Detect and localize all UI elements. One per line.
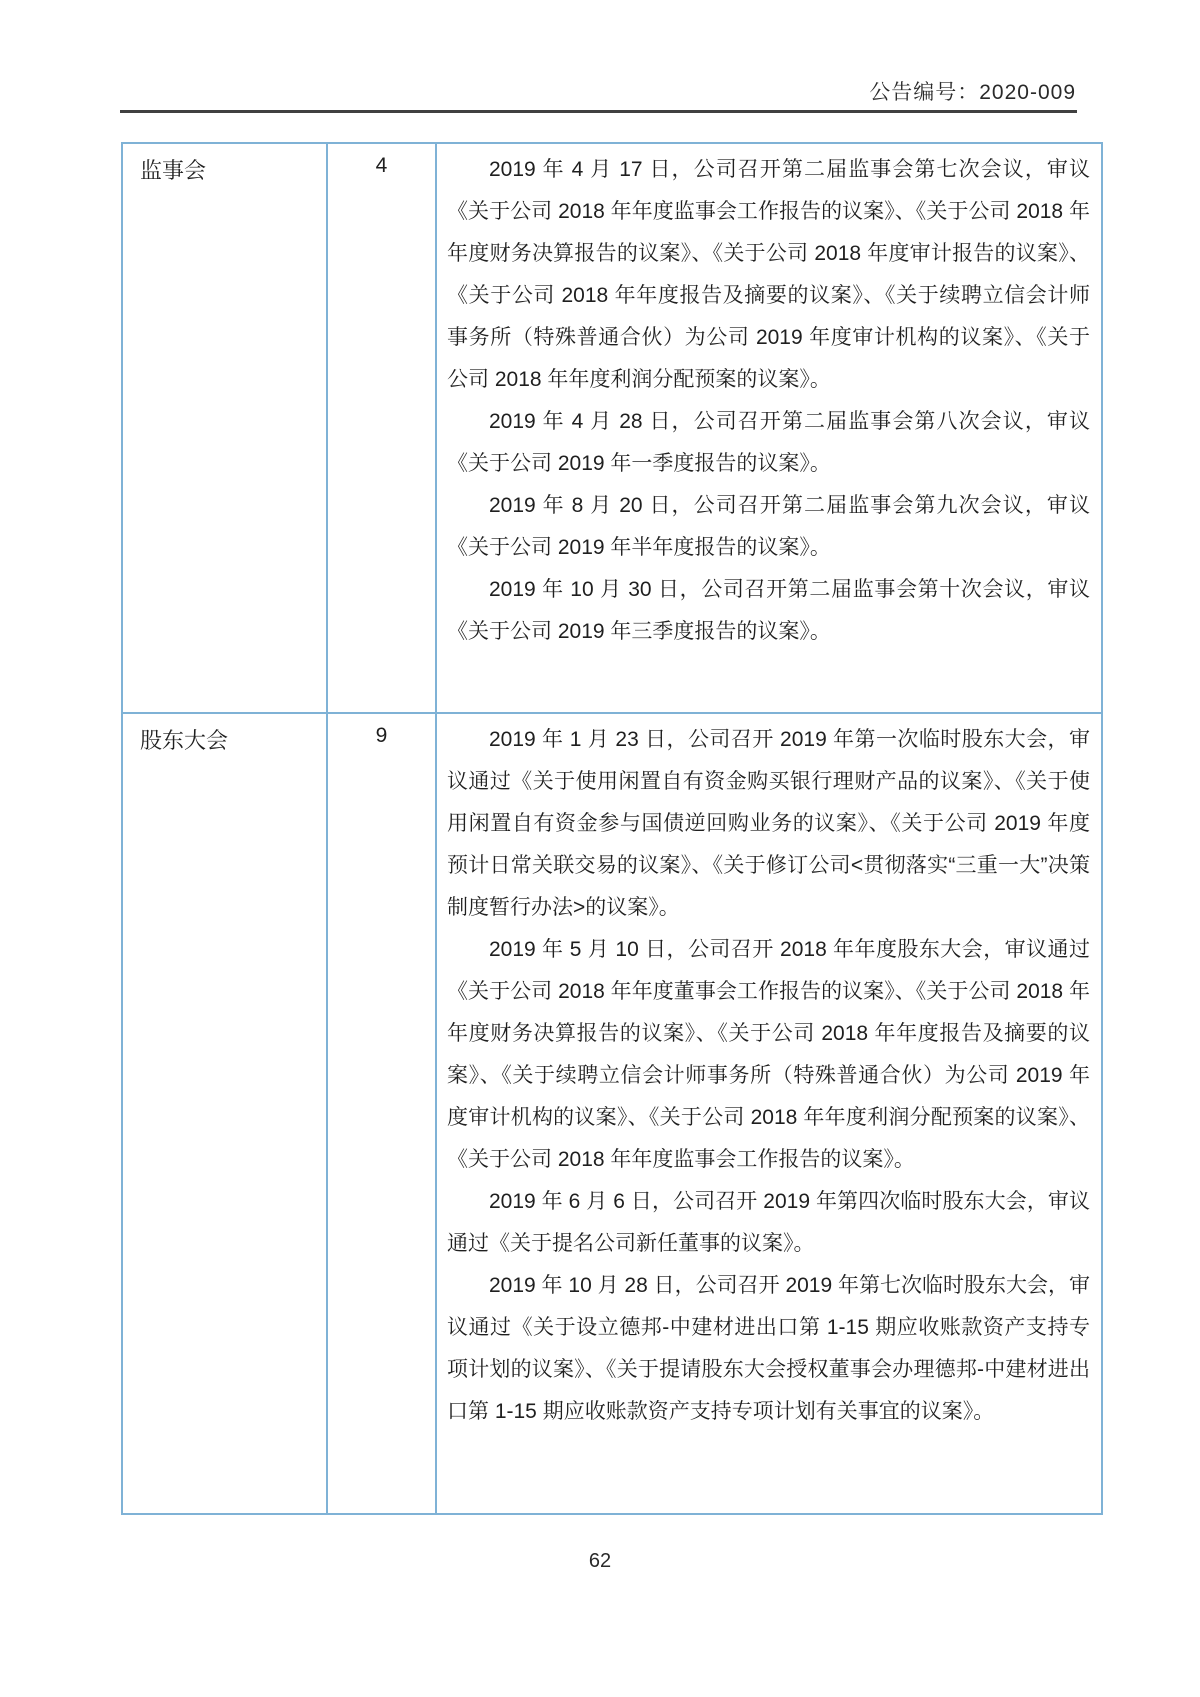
table-row — [122, 713, 1102, 1514]
meeting-detail-cell — [436, 143, 1102, 713]
meeting-count-cell: 4 — [327, 143, 436, 713]
meeting-paragraph: 2019 年 10 月 28 日，公司召开 2019 年第七次临时股东大会，审议通过《关于设立德邦-中建材进出口第 1-15 期应收账款资产支持专项计划的议案》、《关于提请股东大会授权董事会办理德邦-中建材进出口第 1-15 期应收账款资产支持专项计划有关事宜的议案》。 — [447, 1274, 1090, 1423]
meeting-detail-cell — [436, 713, 1102, 1514]
meeting-paragraph: 2019 年 1 月 23 日，公司召开 2019 年第一次临时股东大会，审议通过《关于使用闲置自有资金购买银行理财产品的议案》、《关于使用闲置自有资金参与国债逆回购业务的议案》、《关于公司 2019 年度预计日常关联交易的议案》、《关于修订公司<贯彻落实“三重一大”决策制度暂行办法>的议案》。 — [447, 728, 1090, 919]
meeting-paragraph: 2019 年 10 月 30 日，公司召开第二届监事会第十次会议，审议《关于公司 2019 年三季度报告的议案》。 — [447, 578, 1090, 643]
meeting-paragraph: 2019 年 5 月 10 日，公司召开 2018 年年度股东大会，审议通过《关于公司 2018 年年度董事会工作报告的议案》、《关于公司 2018 年年度财务决算报告的议案》、《关于公司 2018 年年度报告及摘要的议案》、《关于续聘立信会计师事务所（特殊普通合伙）为公司 2019 年度审计机构的议案》、《关于公司 2018 年年度利润分配预案的议案》、《关于公司 2018 年年度监事会工作报告的议案》。 — [447, 938, 1090, 1171]
page-number: 62 — [588, 1550, 612, 1572]
announcement-number: 公告编号：2020-009 — [869, 81, 1076, 104]
body-name-cell: 股东大会 — [122, 713, 327, 1514]
body-name-cell: 监事会 — [122, 143, 327, 713]
meeting-paragraph: 2019 年 6 月 6 日，公司召开 2019 年第四次临时股东大会，审议通过《关于提名公司新任董事的议案》。 — [447, 1190, 1090, 1255]
meeting-paragraph: 2019 年 4 月 28 日，公司召开第二届监事会第八次会议，审议《关于公司 2019 年一季度报告的议案》。 — [447, 410, 1090, 475]
meeting-count-cell: 9 — [327, 713, 436, 1514]
meeting-paragraph: 2019 年 8 月 20 日，公司召开第二届监事会第九次会议，审议《关于公司 2019 年半年度报告的议案》。 — [447, 494, 1090, 559]
meetings-table — [121, 142, 1103, 1515]
meeting-paragraph: 2019 年 4 月 17 日，公司召开第二届监事会第七次会议，审议《关于公司 2018 年年度监事会工作报告的议案》、《关于公司 2018 年年度财务决算报告的议案》、《关于公司 2018 年度审计报告的议案》、《关于公司 2018 年年度报告及摘要的议案》、《关于续聘立信会计师事务所（特殊普通合伙）为公司 2019 年度审计机构的议案》、《关于公司 2018 年年度利润分配预案的议案》。 — [447, 158, 1090, 391]
header-divider — [120, 110, 1077, 113]
table-row — [122, 143, 1102, 713]
